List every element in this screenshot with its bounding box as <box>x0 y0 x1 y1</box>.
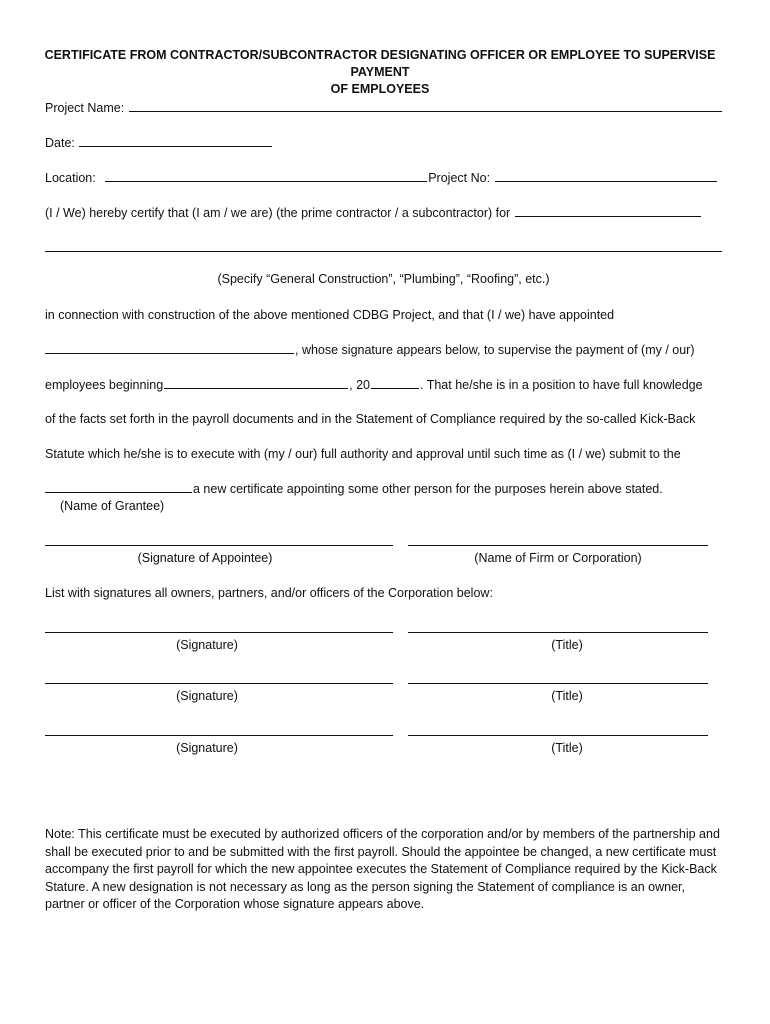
year-text: , 20 <box>349 378 370 392</box>
employees-row <box>45 377 703 393</box>
title-field-3[interactable] <box>408 735 708 736</box>
grantee-caption: (Name of Grantee) <box>60 499 165 513</box>
grantee-name-field[interactable] <box>45 481 192 493</box>
firm-caption: (Name of Firm or Corporation) <box>474 551 642 565</box>
year-field[interactable] <box>371 377 419 389</box>
project-name-label: Project Name: <box>45 101 125 115</box>
date-field[interactable] <box>79 135 272 147</box>
appointee-signature-field[interactable] <box>45 545 393 546</box>
project-no-label: Project No: <box>428 171 491 185</box>
specify-caption: (Specify “General Construction”, “Plumbing”, “Roofing”, etc.) <box>217 272 550 286</box>
certify-text: (I / We) hereby certify that (I am / we are) (the prime contractor / a subcontractor) for <box>45 206 511 220</box>
date-row <box>45 135 273 151</box>
begin-date-field[interactable] <box>164 377 348 389</box>
location-field[interactable] <box>105 170 427 182</box>
firm-name-field[interactable] <box>408 545 708 546</box>
title-caption-1: (Title) <box>551 638 583 652</box>
certify-row <box>45 205 702 221</box>
signature-text: , whose signature appears below, to supervise the payment of (my / our) <box>295 343 695 357</box>
contractor-type-field[interactable] <box>515 205 701 217</box>
employees-text: employees beginning <box>45 378 164 392</box>
signature-caption-1: (Signature) <box>176 638 238 652</box>
title-line-2: OF EMPLOYEES <box>330 82 430 96</box>
location-row <box>45 170 718 186</box>
statute-text: Statute which he/she is to execute with (my / our) full authority and approval until such time as (I / we) submit to the <box>45 447 681 461</box>
position-text: . That he/she is in a position to have full knowledge <box>420 378 703 392</box>
new-cert-row <box>45 481 663 497</box>
project-name-field[interactable] <box>129 100 722 112</box>
title-field-1[interactable] <box>408 632 708 633</box>
signature-field-1[interactable] <box>45 632 393 633</box>
signature-field-2[interactable] <box>45 683 393 684</box>
connection-text: in connection with construction of the above mentioned CDBG Project, and that (I / we) have appointed <box>45 308 615 322</box>
appointee-row <box>45 342 695 358</box>
date-label: Date: <box>45 136 75 150</box>
new-cert-text: a new certificate appointing some other person for the purposes herein above stated. <box>193 482 663 496</box>
title-line-1: CERTIFICATE FROM CONTRACTOR/SUBCONTRACTOR DESIGNATING OFFICER OR EMPLOYEE TO SUPERVISE PAYMENT <box>44 48 716 79</box>
title-field-2[interactable] <box>408 683 708 684</box>
location-label: Location: <box>45 171 96 185</box>
signature-caption-3: (Signature) <box>176 741 238 755</box>
appointee-name-field[interactable] <box>45 342 294 354</box>
title-caption-3: (Title) <box>551 741 583 755</box>
list-text: List with signatures all owners, partners, and/or officers of the Corporation below: <box>45 586 493 600</box>
signature-field-3[interactable] <box>45 735 393 736</box>
work-type-field[interactable] <box>45 251 722 252</box>
project-name-row <box>45 100 723 116</box>
signature-caption-2: (Signature) <box>176 689 238 703</box>
title-caption-2: (Title) <box>551 689 583 703</box>
appointee-caption: (Signature of Appointee) <box>137 551 273 565</box>
note-paragraph: Note: This certificate must be executed by authorized officers of the corporation and/or by members of the partnership and shall be executed prior to and be submitted with the first payroll. Should the appointee be changed, a new certificate must accompany the first payroll for which the new appointee executes the Statement of Compliance required by the Kick-Back Stature. A new designation is not necessary as long as the person signing the Statement of compliance is an owner, partner or officer of the Corporation whose signature appears above. <box>45 827 720 911</box>
project-no-field[interactable] <box>495 170 717 182</box>
document-title <box>40 47 720 98</box>
facts-text: of the facts set forth in the payroll documents and in the Statement of Compliance required by the so-called Kick-Back <box>45 412 696 426</box>
